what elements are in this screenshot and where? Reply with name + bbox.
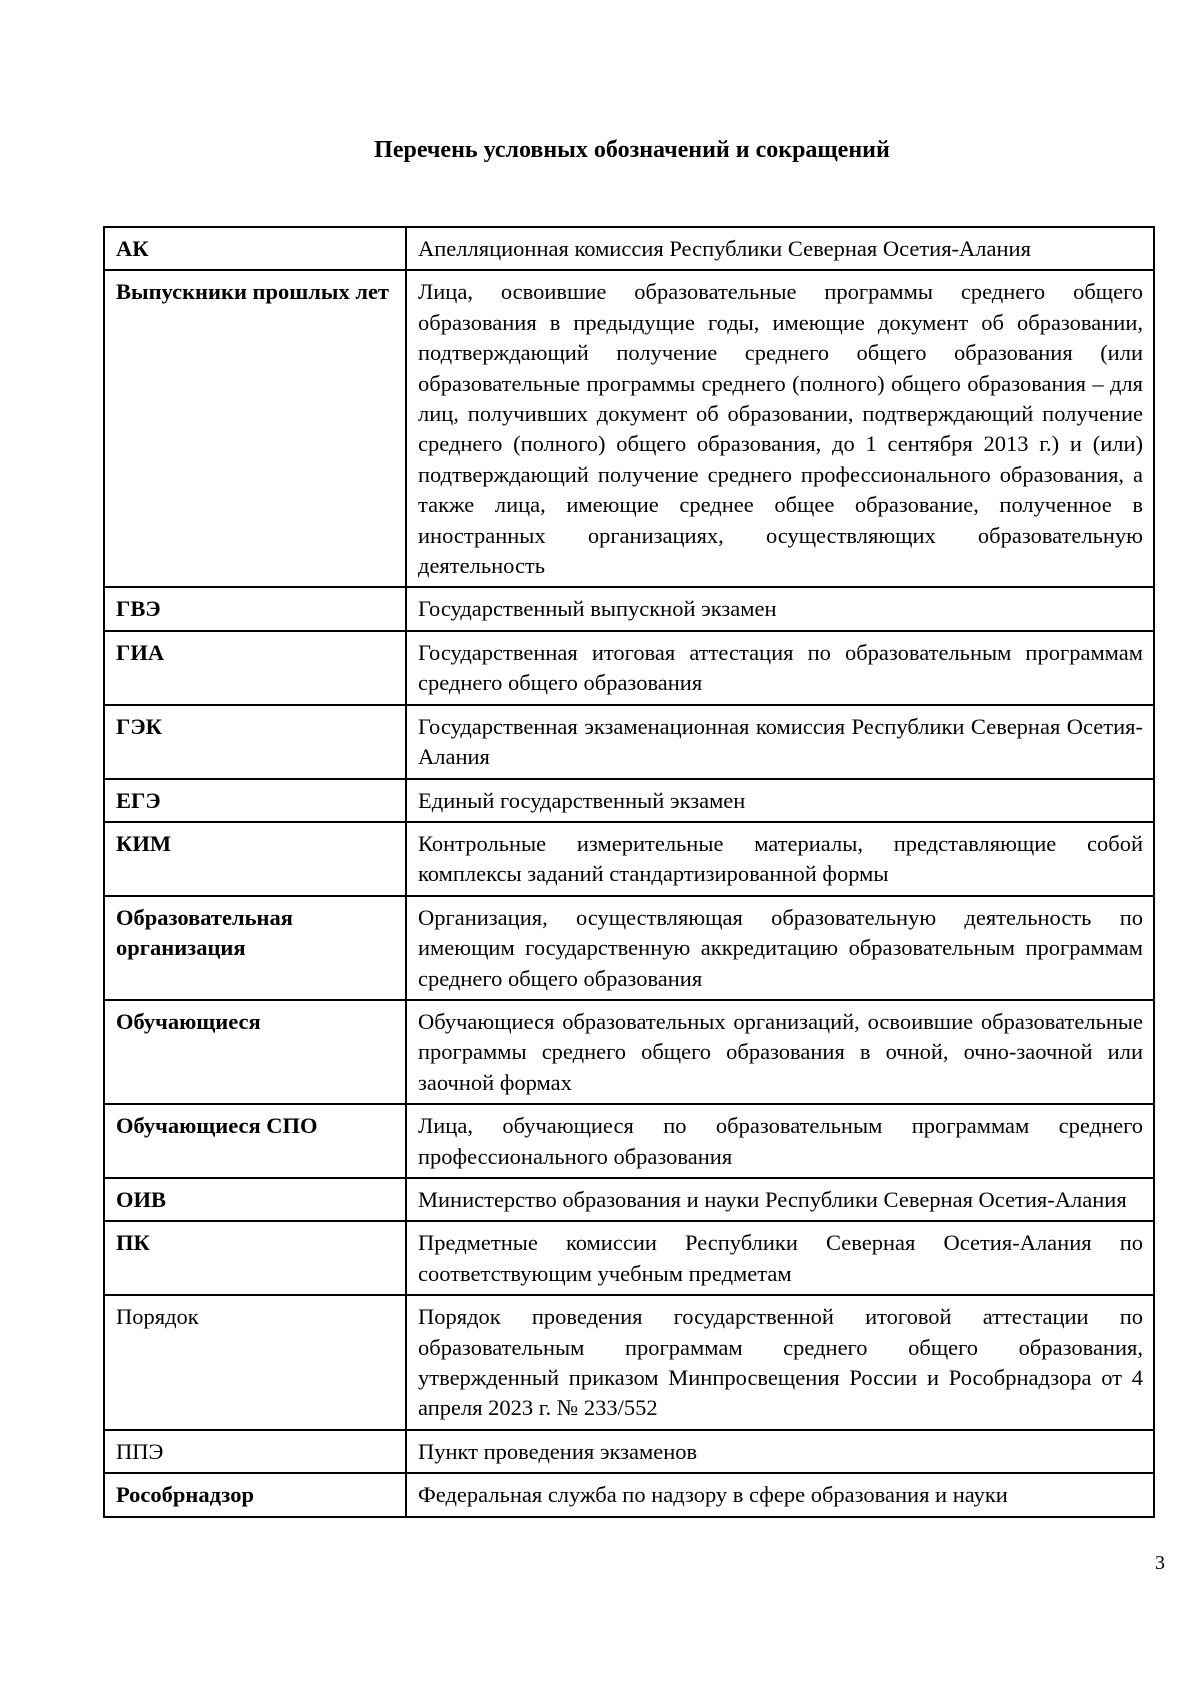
abbreviations-table: [103, 226, 1155, 1518]
table-row: [104, 227, 1154, 270]
table-row: [104, 1104, 1154, 1178]
table-row: [104, 270, 1154, 587]
table-row: [104, 1221, 1154, 1295]
definition-cell: Порядок проведения государственной итоговой аттестации по образовательным программам среднего общего образования, утвержденный приказом Минпросвещения России и Рособрнадзора от 4 апреля 2023 г. № 233/552: [406, 1295, 1154, 1430]
term-cell: ЕГЭ: [104, 779, 406, 822]
definition-cell: Обучающиеся образовательных организаций, освоившие образовательные программы среднего общего образования в очной, очно-заочной или заочной формах: [406, 1000, 1154, 1104]
term-cell: ОИВ: [104, 1178, 406, 1221]
table-row: [104, 896, 1154, 1000]
term-cell: ГЭК: [104, 705, 406, 779]
table-row: [104, 822, 1154, 896]
definition-cell: Лица, обучающиеся по образовательным программам среднего профессионального образования: [406, 1104, 1154, 1178]
definition-cell: Государственная экзаменационная комиссия Республики Северная Осетия-Алания: [406, 705, 1154, 779]
definition-cell: Единый государственный экзамен: [406, 779, 1154, 822]
table-row: [104, 587, 1154, 630]
term-cell: КИМ: [104, 822, 406, 896]
definition-cell: Государственный выпускной экзамен: [406, 587, 1154, 630]
table-row: [104, 1473, 1154, 1516]
page-title: Перечень условных обозначений и сокращений: [374, 137, 890, 163]
definition-cell: Министерство образования и науки Республики Северная Осетия-Алания: [406, 1178, 1154, 1221]
definition-cell: Федеральная служба по надзору в сфере образования и науки: [406, 1473, 1154, 1516]
term-cell: Порядок: [104, 1295, 406, 1430]
definition-cell: Предметные комиссии Республики Северная Осетия-Алания по соответствующим учебным предметам: [406, 1221, 1154, 1295]
term-cell: ППЭ: [104, 1430, 406, 1473]
table-row: [104, 779, 1154, 822]
term-cell: АК: [104, 227, 406, 270]
definition-cell: Организация, осуществляющая образовательную деятельность по имеющим государственную аккредитацию образовательным программам среднего общего образования: [406, 896, 1154, 1000]
table-row: [104, 1178, 1154, 1221]
definition-cell: Апелляционная комиссия Республики Северная Осетия-Алания: [406, 227, 1154, 270]
term-cell: Выпускники прошлых лет: [104, 270, 406, 587]
term-cell: ПК: [104, 1221, 406, 1295]
term-cell: Обучающиеся СПО: [104, 1104, 406, 1178]
table-row: [104, 1430, 1154, 1473]
table-row: [104, 1295, 1154, 1430]
definition-cell: Лица, освоившие образовательные программы среднего общего образования в предыдущие годы, имеющие документ об образовании, подтверждающий получение среднего общего образования (или образовательные программы среднего (полного) общего образования – для лиц, получивших документ об образовании, подтверждающий получение среднего (полного) общего образования, до 1 сентября 2013 г.) и (или) подтверждающий получение среднего профессионального образования, а также лица, имеющие среднее общее образование, полученное в иностранных организациях, осуществляющих образовательную деятельность: [406, 270, 1154, 587]
term-cell: ГИА: [104, 631, 406, 705]
definition-cell: Контрольные измерительные материалы, представляющие собой комплексы заданий стандартизированной формы: [406, 822, 1154, 896]
term-cell: Рособрнадзор: [104, 1473, 406, 1516]
table-row: [104, 705, 1154, 779]
term-cell: Обучающиеся: [104, 1000, 406, 1104]
definition-cell: Государственная итоговая аттестация по образовательным программам среднего общего образования: [406, 631, 1154, 705]
definition-cell: Пункт проведения экзаменов: [406, 1430, 1154, 1473]
term-cell: Образовательная организация: [104, 896, 406, 1000]
table-row: [104, 631, 1154, 705]
term-cell: ГВЭ: [104, 587, 406, 630]
page-number: 3: [1155, 1552, 1165, 1574]
table-row: [104, 1000, 1154, 1104]
